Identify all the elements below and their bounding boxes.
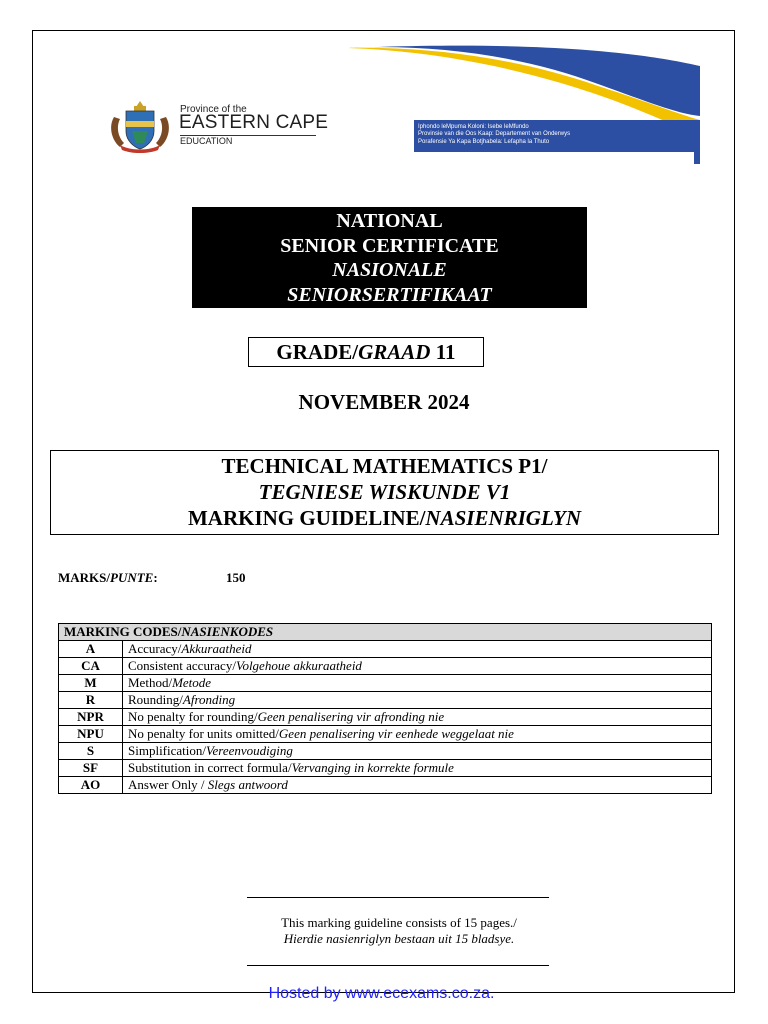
table-row	[59, 675, 712, 692]
code-cell: AO	[59, 777, 123, 794]
table-row	[59, 743, 712, 760]
tagline-line: Provinsie van die Oos Kaap: Departement van Onderwys	[418, 131, 571, 138]
grade-number: 11	[430, 340, 456, 364]
code-cell: R	[59, 692, 123, 709]
province-name: EASTERN CAPE	[179, 112, 329, 133]
exam-date: NOVEMBER 2024	[298, 390, 470, 414]
table-row	[59, 658, 712, 675]
banner-line: SENIOR CERTIFICATE	[280, 234, 499, 257]
grade-label: GRADE/	[276, 340, 359, 364]
subject-title-afrikaans: TEGNIESE WISKUNDE V1	[258, 480, 511, 504]
coat-of-arms-logo	[106, 97, 174, 153]
marks-label: MARKS/PUNTE:	[58, 570, 158, 585]
table-row	[59, 777, 712, 794]
code-cell: S	[59, 743, 123, 760]
code-description: Answer Only / Slegs antwoord	[123, 777, 712, 794]
code-cell: CA	[59, 658, 123, 675]
code-cell: NPR	[59, 709, 123, 726]
code-description: Rounding/Afronding	[123, 692, 712, 709]
codes-header: MARKING CODES/NASIENKODES	[59, 624, 712, 641]
page-count-afrikaans: Hierdie nasienriglyn bestaan uit 15 bladsye.	[283, 931, 515, 946]
code-description: Accuracy/Akkuraatheid	[123, 641, 712, 658]
subject-title: TECHNICAL MATHEMATICS P1/	[221, 454, 548, 478]
code-description: Consistent accuracy/Volgehoue akkuraatheid	[123, 658, 712, 675]
marks-value: 150	[226, 570, 246, 585]
code-cell: SF	[59, 760, 123, 777]
document-type: MARKING GUIDELINE/NASIENRIGLYN	[187, 506, 582, 530]
department-tagline	[418, 124, 570, 146]
table-row	[59, 726, 712, 743]
banner-line: NATIONAL	[336, 210, 443, 232]
code-description: No penalty for rounding/Geen penalisering vir afronding nie	[123, 709, 712, 726]
footer-rule	[247, 897, 549, 898]
code-cell: M	[59, 675, 123, 692]
code-description: Method/Metode	[123, 675, 712, 692]
grade-box	[248, 337, 484, 367]
code-cell: A	[59, 641, 123, 658]
certificate-banner	[192, 207, 587, 308]
tagline-line: Porafensie Ya Kapa Botjhabela: Lefapha la Thuto	[418, 138, 550, 145]
tagline-line: Iphondo leMpuma Koloni: Isebe leMfundo	[418, 124, 529, 130]
table-row	[59, 760, 712, 777]
code-description: Substitution in correct formula/Vervanging in korrekte formule	[123, 760, 712, 777]
banner-line: SENIORSERTIFIKAAT	[287, 283, 492, 306]
footer-rule	[247, 965, 549, 966]
marking-codes-table	[58, 623, 712, 794]
page-count-note	[0, 915, 768, 947]
subject-box	[50, 450, 719, 535]
department-name: EDUCATION	[180, 136, 233, 146]
code-cell: NPU	[59, 726, 123, 743]
code-description: No penalty for units omitted/Geen penalisering vir eenhede weggelaat nie	[123, 726, 712, 743]
table-row	[59, 641, 712, 658]
page-count-english: This marking guideline consists of 15 pages./	[281, 915, 517, 930]
province-label: Province of the	[180, 104, 247, 115]
banner-line: NASIONALE	[332, 259, 447, 281]
code-description: Simplification/Vereenvoudiging	[123, 743, 712, 760]
grade-label-afrikaans: GRAAD	[358, 340, 431, 364]
table-row	[59, 709, 712, 726]
hosted-by-link[interactable]: Hosted by www.ecexams.co.za.	[268, 985, 495, 1002]
table-row	[59, 692, 712, 709]
